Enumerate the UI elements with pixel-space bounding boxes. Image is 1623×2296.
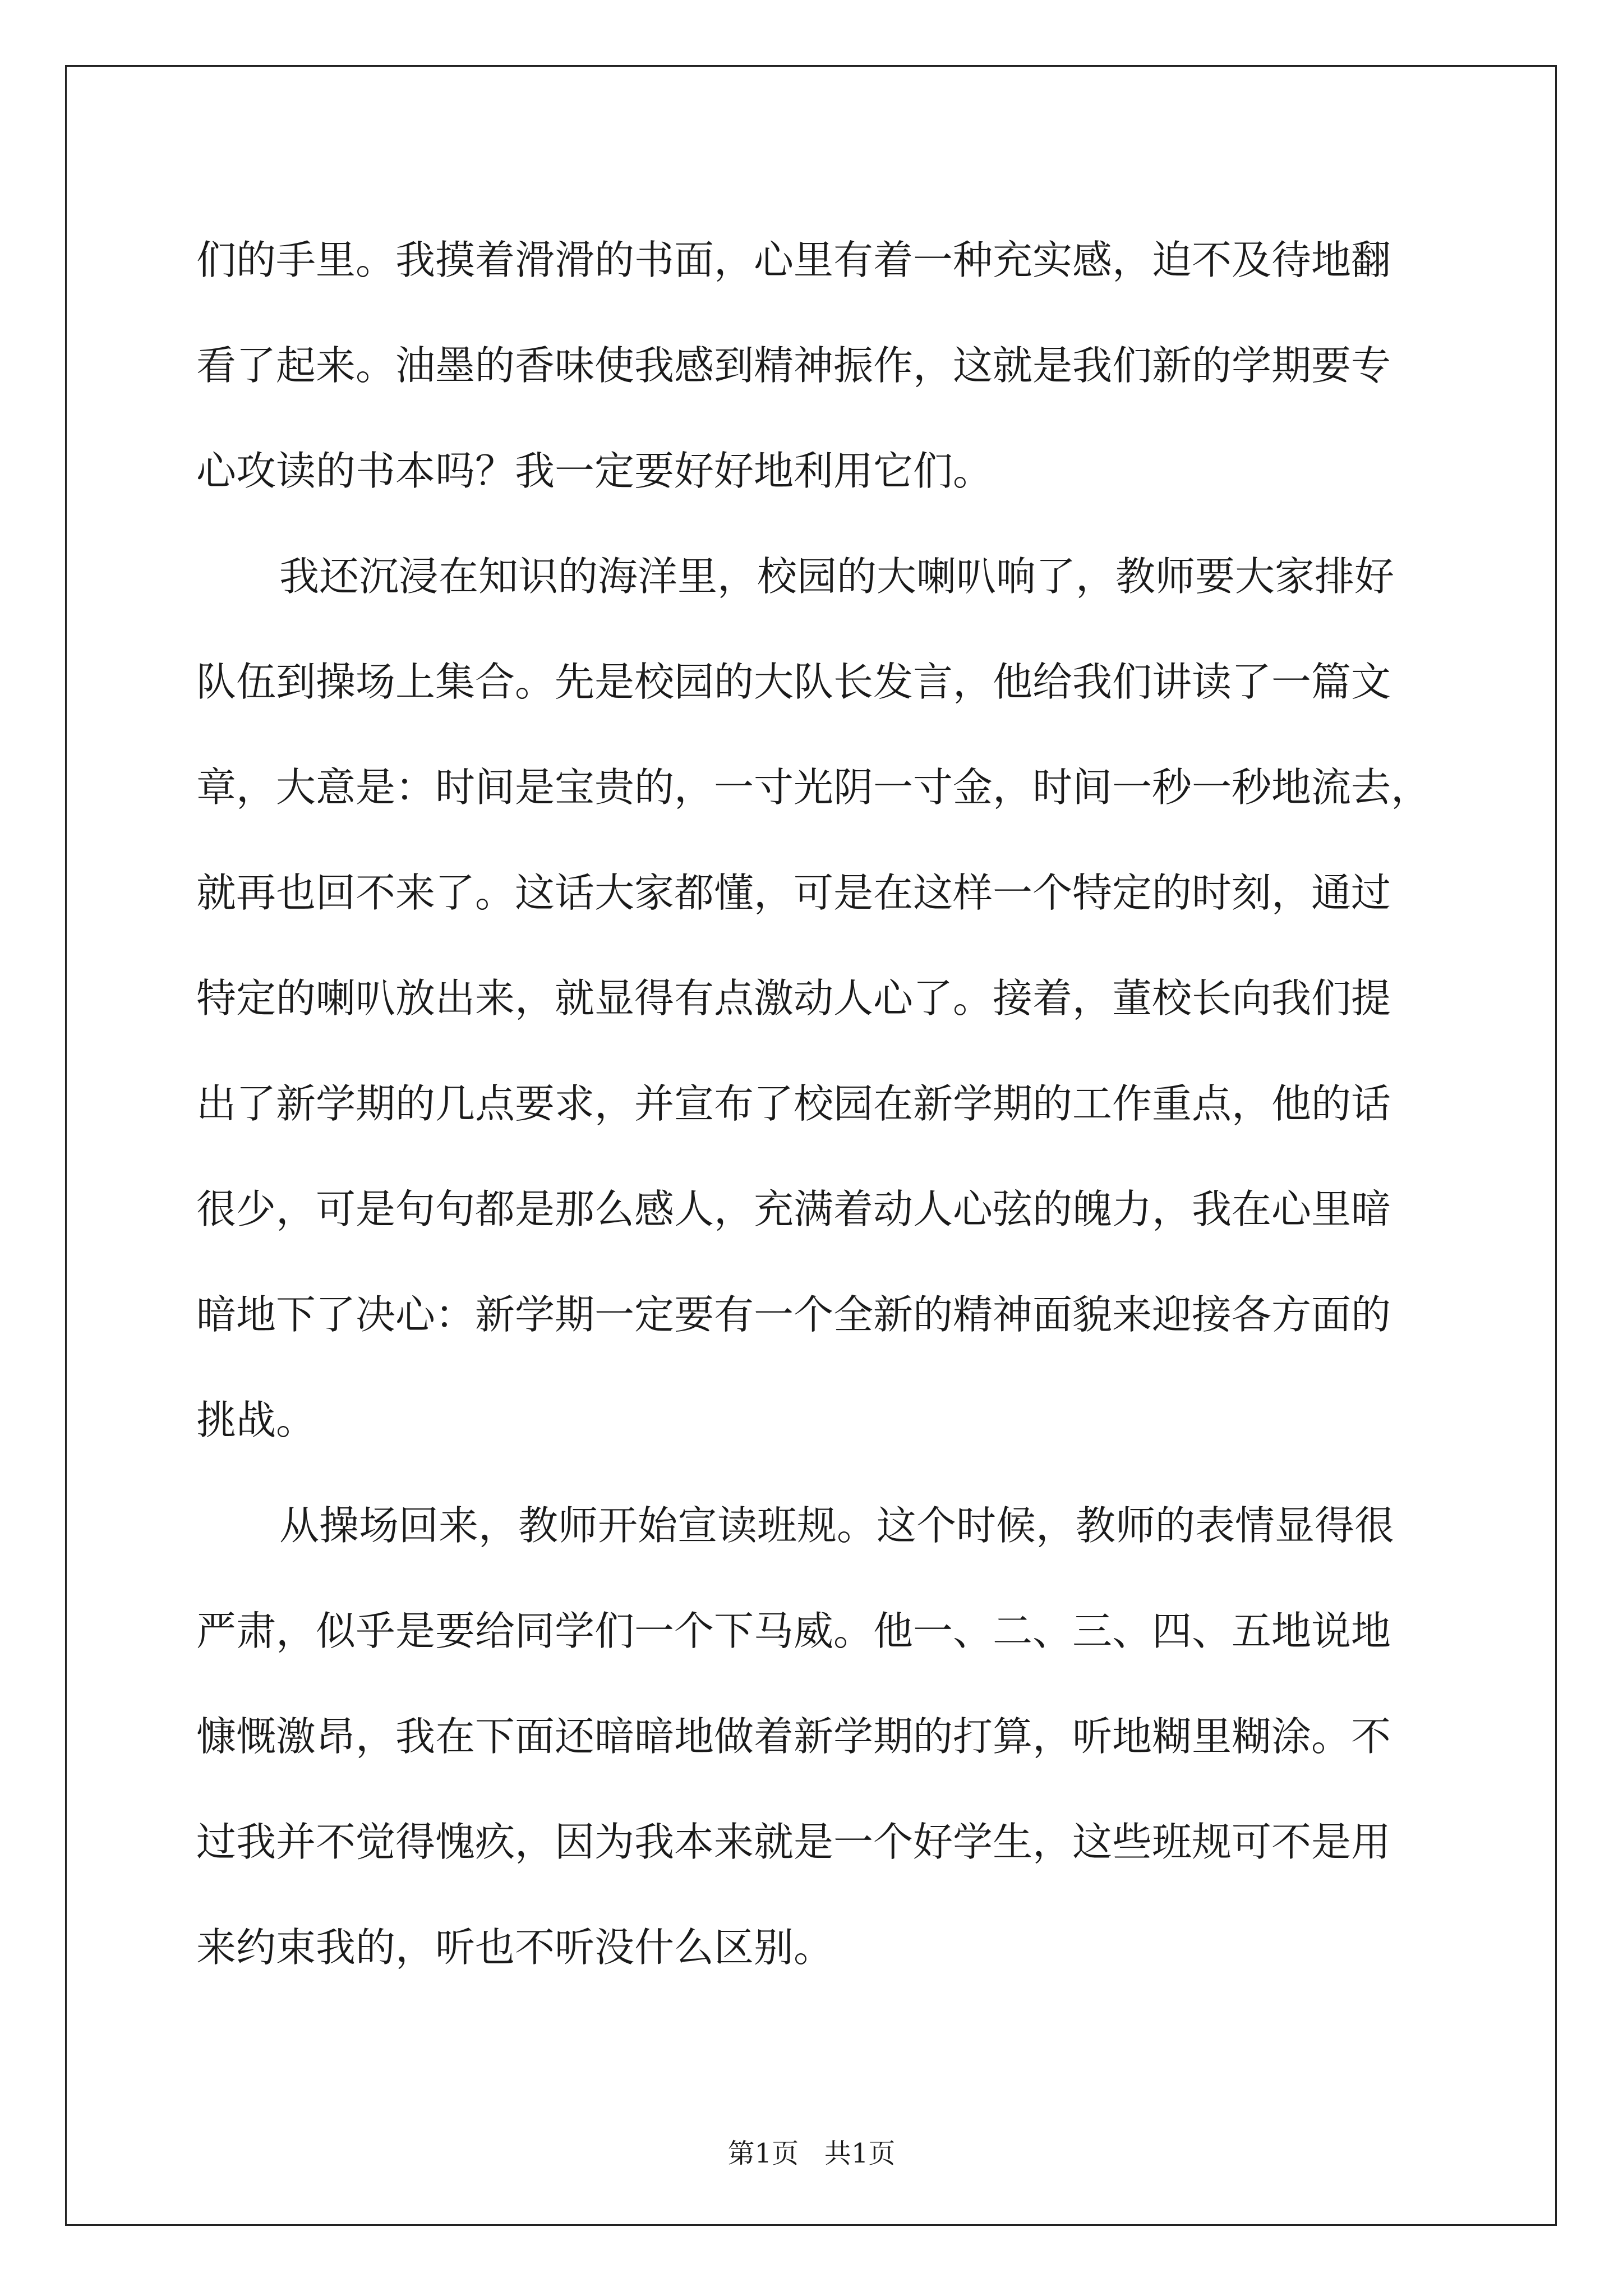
text-line: 慷慨激昂，我在下面还暗暗地做着新学期的打算，听地糊里糊涂。不 — [196, 1713, 1391, 1760]
paragraph — [196, 208, 1458, 524]
paragraph — [196, 1473, 1458, 2000]
text-line: 特定的喇叭放出来，就显得有点激动人心了。接着，董校长向我们提 — [196, 975, 1391, 1022]
text-line: 我还沉浸在知识的海洋里，校园的大喇叭响了，教师要大家排好 — [279, 553, 1395, 600]
text-line: 很少，可是句句都是那么感人，充满着动人心弦的魄力，我在心里暗 — [196, 1186, 1391, 1232]
text-line: 从操场回来，教师开始宣读班规。这个时候，教师的表情显得很 — [279, 1502, 1395, 1549]
text-line: 暗地下了决心：新学期一定要有一个全新的精神面貌来迎接各方面的 — [196, 1291, 1391, 1338]
text-line: 章，大意是：时间是宝贵的，一寸光阴一寸金，时间一秒一秒地流去， — [196, 764, 1431, 811]
paragraph — [196, 524, 1458, 1473]
page-footer: 第1页 共1页 — [727, 2138, 896, 2169]
text-line: 挑战。 — [196, 1397, 316, 1443]
text-line: 过我并不觉得愧疚，因为我本来就是一个好学生，这些班规可不是用 — [196, 1819, 1391, 1865]
text-line: 就再也回不来了。这话大家都懂，可是在这样一个特定的时刻，通过 — [196, 869, 1391, 916]
document-body — [196, 208, 1458, 2000]
text-line: 来约束我的，听也不听没什么区别。 — [196, 1924, 834, 1971]
text-line: 队伍到操场上集合。先是校园的大队长发言，他给我们讲读了一篇文 — [196, 659, 1391, 705]
text-line: 心攻读的书本吗？我一定要好好地利用它们。 — [196, 448, 993, 494]
text-line: 严肃，似乎是要给同学们一个下马威。他一、二、三、四、五地说地 — [196, 1608, 1391, 1654]
text-line: 们的手里。我摸着滑滑的书面，心里有着一种充实感，迫不及待地翻 — [196, 237, 1391, 283]
text-line: 看了起来。油墨的香味使我感到精神振作，这就是我们新的学期要专 — [196, 342, 1391, 389]
text-line: 出了新学期的几点要求，并宣布了校园在新学期的工作重点，他的话 — [196, 1080, 1391, 1127]
